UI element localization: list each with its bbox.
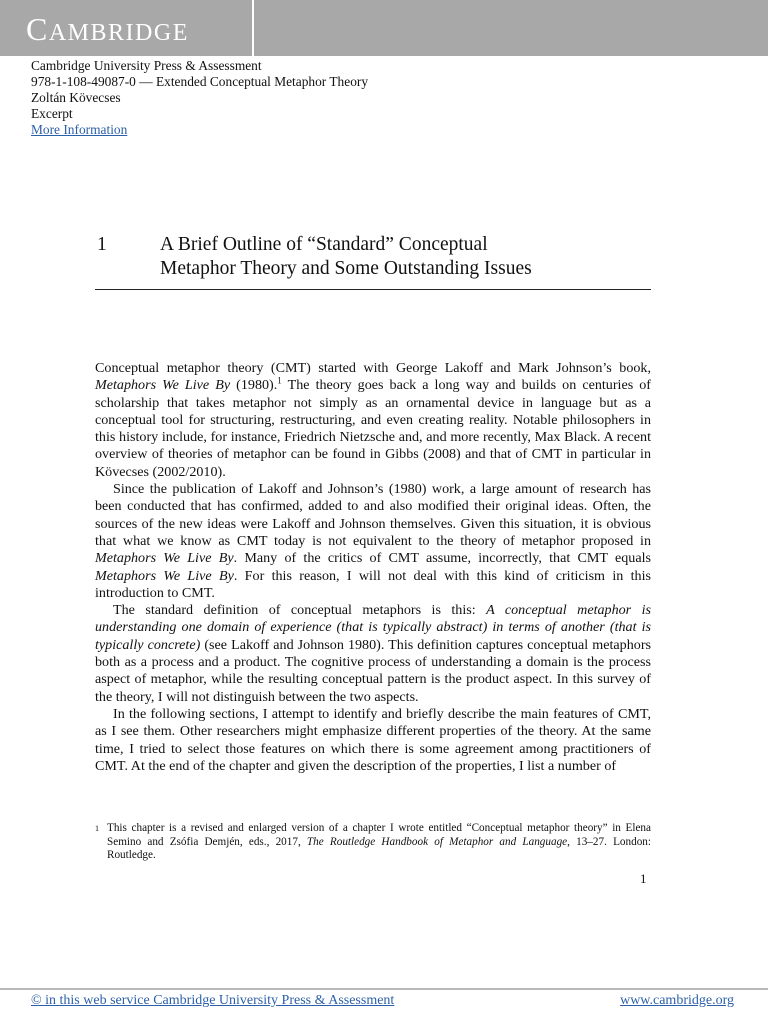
- paragraph-1: Conceptual metaphor theory (CMT) started with George Lakoff and Mark Johnson’s book, Metaphors We Live By (1980).$^1$ The theory goes back a long way and builds on centuries of scholarship that takes metaphor not simply as an ornamental device in language but as a conceptual tool for structuring, restructuring, and even creating reality. Notable philosophers in this history include, for instance, Friedrich Nietzsche and, and more recently, Max Black. A recent overview of theories of metaphor can be found in Gibbs (2008) and that of CMT in particular in Kövecses (2002/2010).: [95, 360, 651, 480]
- website-link[interactable]: www.cambridge.org: [620, 993, 734, 1008]
- chapter-number: 1: [97, 234, 107, 255]
- copyright-link[interactable]: © in this web service Cambridge University Press & Assessment: [31, 993, 395, 1008]
- footnote-ref[interactable]: 1: [277, 375, 282, 386]
- paragraph-4: In the following sections, I attempt to identify and briefly describe the main features of CMT, as I see them. Other researchers might emphasize different properties of the theory. At the same time, I tried to select those features on which there is some agreement among practitioners of CMT. At the end of the chapter and given the description of the properties, I list a number of: [95, 705, 651, 774]
- book-metadata: [31, 58, 368, 138]
- chapter-title: [160, 233, 660, 281]
- paragraph-3: The standard definition of conceptual metaphors is this: A conceptual metaphor is understanding one domain of experience (that is typically abstract) in terms of another (that is typically concrete) (see Lakoff and Johnson 1980). This definition captures conceptual metaphors both as a process and a product. The cognitive process of understanding a domain is the process aspect of metaphor, while the resulting conceptual pattern is the product aspect. In this survey of the theory, I will not distinguish between the two aspects.: [95, 602, 651, 705]
- footnote-mark: 1: [95, 824, 99, 833]
- excerpt-line: Excerpt: [31, 106, 73, 121]
- paragraph-2: Since the publication of Lakoff and Johnson’s (1980) work, a large amount of research has been conducted that has confirmed, added to and also modified their original ideas. Often, the sources of the new ideas were Lakoff and Johnson themselves. Given this situation, it is obvious that what we know as CMT today is not equivalent to the theory of metaphor proposed in Metaphors We Live By. Many of the critics of CMT assume, incorrectly, that CMT equals Metaphors We Live By. For this reason, I will not deal with this kind of criticism in this introduction to CMT.: [95, 481, 651, 601]
- publisher-line: Cambridge University Press & Assessment: [31, 58, 262, 73]
- footnote: [95, 822, 651, 863]
- chapter-title-line-2: Metaphor Theory and Some Outstanding Issues: [160, 258, 532, 279]
- more-information-link[interactable]: More Information: [31, 122, 128, 137]
- page-number: 1: [640, 871, 647, 886]
- isbn-title-line: 978-1-108-49087-0 — Extended Conceptual Metaphor Theory: [31, 74, 369, 89]
- banner-right: [254, 0, 768, 56]
- cambridge-banner: [0, 0, 252, 56]
- chapter-title-line-1: A Brief Outline of “Standard” Conceptual: [160, 234, 488, 255]
- body-text: [95, 360, 651, 775]
- footer-rule: [0, 988, 768, 990]
- footnote-text: This chapter is a revised and enlarged version of a chapter I wrote entitled “Conceptual metaphor theory” in Elena Semino and Zsófia Demjén, eds., 2017, The Routledge Handbook of Metaphor and Language, 13–27. London: Routledge.: [107, 822, 651, 862]
- chapter-rule: [95, 289, 651, 290]
- cambridge-logo: CAMBRIDGE: [26, 11, 189, 47]
- author-line: Zoltán Kövecses: [31, 90, 121, 105]
